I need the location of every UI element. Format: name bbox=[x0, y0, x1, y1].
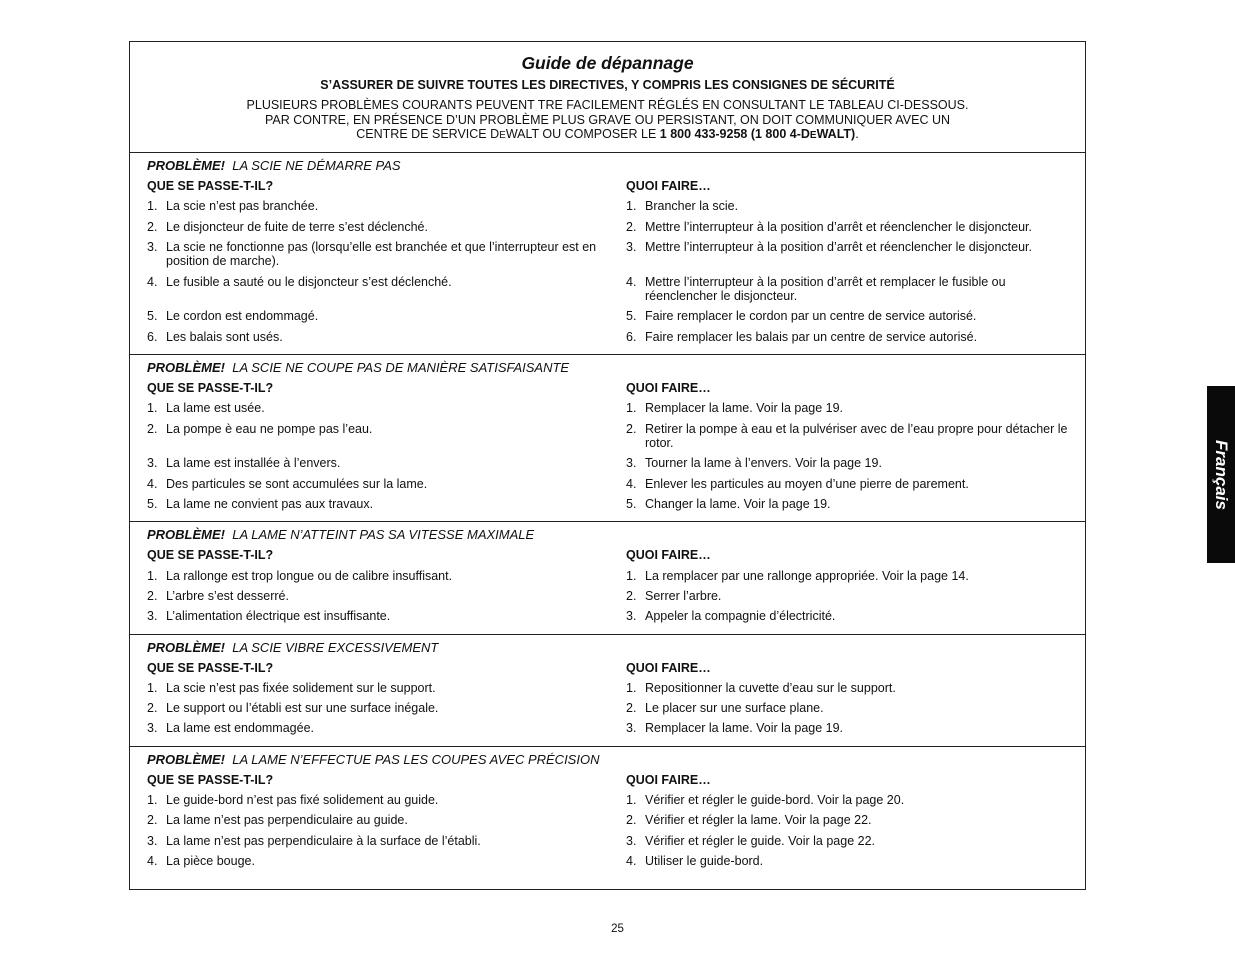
column-headers bbox=[130, 179, 1085, 194]
remedy-cell bbox=[608, 497, 1078, 512]
cause-number: 6. bbox=[147, 329, 158, 344]
remedy-cell bbox=[608, 681, 1078, 696]
table-row bbox=[130, 240, 1085, 269]
cause-text: La scie n’est pas fixée solidement sur le support. bbox=[166, 680, 436, 695]
remedy-text: Serrer l’arbre. bbox=[645, 588, 722, 603]
remedy-text: Le placer sur une surface plane. bbox=[645, 701, 824, 716]
column-headers bbox=[130, 773, 1085, 788]
table-row bbox=[130, 569, 1085, 584]
remedy-number: 3. bbox=[626, 833, 637, 848]
cause-text: Le fusible a sauté ou le disjoncteur s’est déclenché. bbox=[166, 274, 452, 289]
problem-label: PROBLÈME! bbox=[147, 360, 225, 376]
remedy-number: 4. bbox=[626, 274, 637, 289]
table-row bbox=[130, 813, 1085, 828]
remedy-cell bbox=[608, 701, 1078, 716]
remedy-number: 2. bbox=[626, 219, 637, 234]
remedy-cell bbox=[608, 240, 1078, 269]
cause-number: 3. bbox=[147, 833, 158, 848]
remedy-number: 5. bbox=[626, 497, 637, 512]
table-row bbox=[130, 589, 1085, 604]
remedy-cell bbox=[608, 309, 1078, 324]
table-row bbox=[130, 609, 1085, 624]
cause-text: La rallonge est trop longue ou de calibre insuffisant. bbox=[166, 568, 453, 583]
troubleshooting-table bbox=[129, 41, 1086, 890]
cause-text: La lame est endommagée. bbox=[166, 721, 315, 736]
remedy-text: Remplacer la lame. Voir la page 19. bbox=[645, 721, 844, 736]
table-header bbox=[130, 53, 1085, 144]
cause-text: L’arbre s’est desserré. bbox=[166, 588, 289, 603]
cause-cell bbox=[130, 456, 608, 471]
problem-text: LA LAME N’EFFECTUE PAS LES COUPES AVEC PRÉCISION bbox=[232, 751, 600, 767]
cause-number: 2. bbox=[147, 219, 158, 234]
table-row bbox=[130, 834, 1085, 849]
problem-section bbox=[130, 634, 1085, 746]
cause-cell bbox=[130, 793, 608, 808]
cause-number: 2. bbox=[147, 421, 158, 436]
cause-cell bbox=[130, 589, 608, 604]
cause-cell bbox=[130, 275, 608, 304]
problem-label: PROBLÈME! bbox=[147, 751, 225, 767]
cause-number: 4. bbox=[147, 476, 158, 491]
problem-section bbox=[130, 152, 1085, 354]
remedy-number: 1. bbox=[626, 568, 637, 583]
table-row bbox=[130, 275, 1085, 304]
remedy-text: Tourner la lame à l’envers. Voir la page 19. bbox=[645, 456, 882, 471]
page-number: 25 bbox=[611, 923, 624, 935]
cause-number: 1. bbox=[147, 568, 158, 583]
cause-number: 3. bbox=[147, 609, 158, 624]
remedy-cell bbox=[608, 422, 1078, 451]
phone-number bbox=[660, 127, 855, 141]
intro-line-2: PAR CONTRE, EN PRÉSENCE D’UN PROBLÈME PLUS GRAVE OU PERSISTANT, ON DOIT COMMUNIQUER AVEC UN bbox=[264, 112, 951, 127]
remedy-text: Brancher la scie. bbox=[645, 199, 739, 214]
remedy-text: Faire remplacer le cordon par un centre de service autorisé. bbox=[645, 309, 977, 324]
column-headers bbox=[130, 381, 1085, 396]
cause-cell bbox=[130, 569, 608, 584]
remedy-number: 5. bbox=[626, 309, 637, 324]
cause-text: La lame est installée à l’envers. bbox=[166, 456, 341, 471]
remedy-text: Changer la lame. Voir la page 19. bbox=[645, 497, 831, 512]
remedy-number: 1. bbox=[626, 199, 637, 214]
table-row bbox=[130, 422, 1085, 451]
cause-text: Les balais sont usés. bbox=[166, 329, 283, 344]
remedy-cell bbox=[608, 834, 1078, 849]
cause-text: La pièce bouge. bbox=[166, 853, 255, 868]
cause-cell bbox=[130, 477, 608, 492]
remedy-number: 3. bbox=[626, 239, 637, 254]
table-row bbox=[130, 854, 1085, 869]
intro-line-3-part: WALT OU COMPOSER LE bbox=[505, 127, 660, 141]
remedy-text: Enlever les particules au moyen d’une pierre de parement. bbox=[645, 476, 969, 491]
problem-text: LA SCIE VIBRE EXCESSIVEMENT bbox=[232, 639, 439, 655]
cause-cell bbox=[130, 309, 608, 324]
remedy-text: Mettre l’interrupteur à la position d’arrêt et réenclencher le disjoncteur. bbox=[645, 219, 1033, 234]
remedy-text: Vérifier et régler le guide-bord. Voir la page 20. bbox=[645, 793, 905, 808]
cause-header: QUE SE PASSE-T-IL? bbox=[147, 381, 274, 396]
cause-text: L’alimentation électrique est insuffisante. bbox=[166, 609, 391, 624]
problem-heading bbox=[130, 640, 1085, 656]
cause-header: QUE SE PASSE-T-IL? bbox=[147, 772, 274, 787]
cause-text: Des particules se sont accumulées sur la lame. bbox=[166, 476, 428, 491]
remedy-cell bbox=[608, 330, 1078, 345]
cause-cell bbox=[130, 701, 608, 716]
phone-smallcap: E bbox=[809, 130, 817, 141]
remedy-text: Appeler la compagnie d’électricité. bbox=[645, 609, 836, 624]
cause-text: La lame ne convient pas aux travaux. bbox=[166, 497, 374, 512]
page-title: Guide de dépannage bbox=[521, 53, 694, 73]
cause-number: 1. bbox=[147, 680, 158, 695]
cause-cell bbox=[130, 199, 608, 214]
phone-part: 1 800 433-9258 (1 800 4-D bbox=[659, 127, 810, 141]
cause-cell bbox=[130, 220, 608, 235]
remedy-number: 2. bbox=[626, 701, 637, 716]
language-tab-label: Français bbox=[1212, 439, 1231, 510]
cause-number: 3. bbox=[147, 721, 158, 736]
cause-text: Le support ou l’établi est sur une surface inégale. bbox=[166, 701, 439, 716]
phone-part: WALT) bbox=[816, 127, 856, 141]
remedy-cell bbox=[608, 199, 1078, 214]
cause-text: La lame n’est pas perpendiculaire au guide. bbox=[166, 813, 408, 828]
table-row bbox=[130, 477, 1085, 492]
remedy-number: 4. bbox=[626, 476, 637, 491]
cause-text: Le disjoncteur de fuite de terre s’est déclenché. bbox=[166, 219, 428, 234]
remedy-cell bbox=[608, 401, 1078, 416]
remedy-text: Faire remplacer les balais par un centre de service autorisé. bbox=[645, 329, 978, 344]
remedy-cell bbox=[608, 569, 1078, 584]
remedy-number: 6. bbox=[626, 329, 637, 344]
cause-number: 2. bbox=[147, 813, 158, 828]
cause-text: La pompe è eau ne pompe pas l’eau. bbox=[166, 421, 373, 436]
remedy-cell bbox=[608, 456, 1078, 471]
table-row bbox=[130, 199, 1085, 214]
cause-cell bbox=[130, 834, 608, 849]
problem-heading bbox=[130, 158, 1085, 174]
problem-section bbox=[130, 746, 1085, 878]
table-row bbox=[130, 456, 1085, 471]
problem-heading bbox=[130, 752, 1085, 768]
remedy-cell bbox=[608, 275, 1078, 304]
remedy-header: QUOI FAIRE… bbox=[626, 179, 711, 193]
remedy-text: Vérifier et régler la lame. Voir la page 22. bbox=[645, 813, 872, 828]
table-row bbox=[130, 681, 1085, 696]
problem-text: LA SCIE NE COUPE PAS DE MANIÈRE SATISFAISANTE bbox=[232, 360, 570, 376]
cause-number: 2. bbox=[147, 701, 158, 716]
remedy-number: 2. bbox=[626, 421, 637, 436]
cause-text: La lame n’est pas perpendiculaire à la surface de l’établi. bbox=[166, 833, 481, 848]
cause-number: 4. bbox=[147, 274, 158, 289]
remedy-text: Remplacer la lame. Voir la page 19. bbox=[645, 401, 844, 416]
remedy-cell bbox=[608, 854, 1078, 869]
cause-cell bbox=[130, 422, 608, 451]
language-tab bbox=[1207, 386, 1235, 563]
remedy-number: 1. bbox=[626, 680, 637, 695]
cause-header: QUE SE PASSE-T-IL? bbox=[147, 179, 274, 193]
subtitle: S’ASSURER DE SUIVRE TOUTES LES DIRECTIVES, Y COMPRIS LES CONSIGNES DE SÉCURITÉ bbox=[320, 78, 895, 92]
remedy-cell bbox=[608, 609, 1078, 624]
remedy-number: 1. bbox=[626, 401, 637, 416]
remedy-number: 3. bbox=[626, 456, 637, 471]
cause-cell bbox=[130, 609, 608, 624]
problem-text: LA LAME N’ATTEINT PAS SA VITESSE MAXIMALE bbox=[232, 527, 535, 543]
cause-number: 1. bbox=[147, 199, 158, 214]
column-headers bbox=[130, 661, 1085, 676]
remedy-text: Vérifier et régler le guide. Voir la page 22. bbox=[645, 833, 875, 848]
cause-cell bbox=[130, 721, 608, 736]
cause-cell bbox=[130, 813, 608, 828]
problem-label: PROBLÈME! bbox=[147, 639, 225, 655]
cause-text: Le guide-bord n’est pas fixé solidement au guide. bbox=[166, 793, 439, 808]
intro-end: . bbox=[855, 127, 859, 141]
cause-header: QUE SE PASSE-T-IL? bbox=[147, 660, 274, 675]
cause-cell bbox=[130, 401, 608, 416]
intro-line-3-part: CENTRE DE SERVICE D bbox=[356, 127, 500, 141]
remedy-text: Retirer la pompe à eau et la pulvériser avec de l’eau propre pour détacher le rotor. bbox=[645, 421, 1068, 451]
remedy-number: 1. bbox=[626, 793, 637, 808]
cause-cell bbox=[130, 240, 608, 269]
table-row bbox=[130, 401, 1085, 416]
table-row bbox=[130, 793, 1085, 808]
problem-section bbox=[130, 354, 1085, 521]
remedy-number: 2. bbox=[626, 588, 637, 603]
remedy-cell bbox=[608, 793, 1078, 808]
remedy-header: QUOI FAIRE… bbox=[626, 772, 711, 787]
remedy-number: 3. bbox=[626, 721, 637, 736]
table-row bbox=[130, 701, 1085, 716]
remedy-cell bbox=[608, 589, 1078, 604]
column-headers bbox=[130, 548, 1085, 563]
remedy-text: Mettre l’interrupteur à la position d’arrêt et réenclencher le disjoncteur. bbox=[645, 239, 1033, 254]
cause-number: 3. bbox=[147, 239, 158, 254]
remedy-text: Utiliser le guide-bord. bbox=[645, 853, 764, 868]
problem-sections bbox=[130, 152, 1085, 878]
cause-cell bbox=[130, 681, 608, 696]
remedy-cell bbox=[608, 477, 1078, 492]
table-row bbox=[130, 497, 1085, 512]
table-row bbox=[130, 721, 1085, 736]
cause-text: Le cordon est endommagé. bbox=[166, 309, 319, 324]
cause-number: 5. bbox=[147, 497, 158, 512]
table-row bbox=[130, 309, 1085, 324]
cause-number: 1. bbox=[147, 401, 158, 416]
cause-cell bbox=[130, 330, 608, 345]
remedy-header: QUOI FAIRE… bbox=[626, 381, 711, 396]
remedy-number: 4. bbox=[626, 853, 637, 868]
remedy-number: 3. bbox=[626, 609, 637, 624]
cause-number: 5. bbox=[147, 309, 158, 324]
remedy-header: QUOI FAIRE… bbox=[626, 660, 711, 675]
problem-text: LA SCIE NE DÉMARRE PAS bbox=[232, 158, 401, 173]
cause-text: La scie n’est pas branchée. bbox=[166, 199, 319, 214]
cause-number: 3. bbox=[147, 456, 158, 471]
problem-heading bbox=[130, 527, 1085, 543]
problem-section bbox=[130, 521, 1085, 633]
cause-number: 4. bbox=[147, 853, 158, 868]
intro-line-3-smallcap: E bbox=[499, 130, 506, 141]
table-row bbox=[130, 220, 1085, 235]
cause-text: La scie ne fonctionne pas (lorsqu’elle est branchée et que l’interrupteur est en position de marche). bbox=[166, 239, 597, 269]
remedy-number: 2. bbox=[626, 813, 637, 828]
remedy-cell bbox=[608, 721, 1078, 736]
remedy-header: QUOI FAIRE… bbox=[626, 548, 711, 563]
remedy-text: La remplacer par une rallonge appropriée. Voir la page 14. bbox=[645, 568, 969, 583]
remedy-cell bbox=[608, 220, 1078, 235]
cause-cell bbox=[130, 854, 608, 869]
remedy-text: Repositionner la cuvette d’eau sur le support. bbox=[645, 680, 896, 695]
remedy-cell bbox=[608, 813, 1078, 828]
cause-cell bbox=[130, 497, 608, 512]
cause-header: QUE SE PASSE-T-IL? bbox=[147, 548, 274, 563]
intro-text bbox=[130, 98, 1085, 144]
intro-line-1: PLUSIEURS PROBLÈMES COURANTS PEUVENT TRE FACILEMENT RÉGLÉS EN CONSULTANT LE TABLEAU CI-DESSOUS. bbox=[246, 98, 969, 112]
cause-number: 2. bbox=[147, 588, 158, 603]
problem-label: PROBLÈME! bbox=[147, 527, 225, 543]
problem-label: PROBLÈME! bbox=[147, 158, 225, 173]
remedy-text: Mettre l’interrupteur à la position d’arrêt et remplacer le fusible ou réenclencher le disjoncteur. bbox=[645, 274, 1006, 304]
cause-number: 1. bbox=[147, 793, 158, 808]
intro-line-3 bbox=[130, 127, 1085, 144]
problem-heading bbox=[130, 360, 1085, 376]
cause-text: La lame est usée. bbox=[166, 401, 265, 416]
table-row bbox=[130, 330, 1085, 345]
